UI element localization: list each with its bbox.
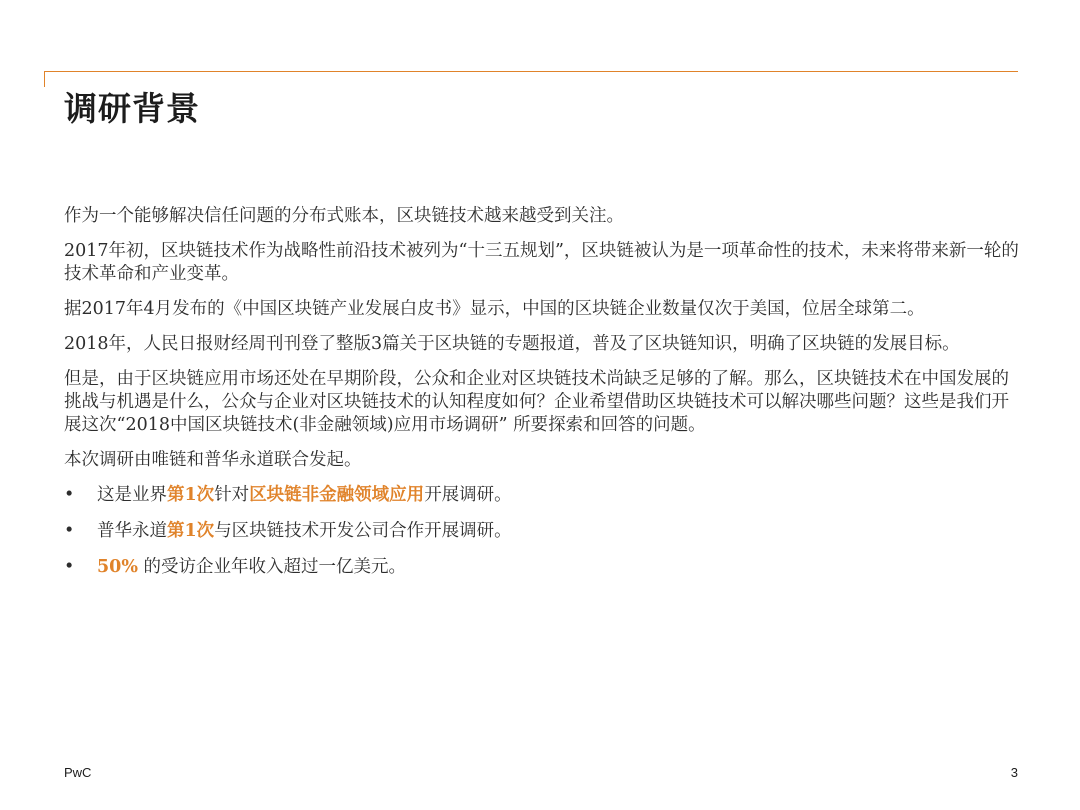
bullet-text xyxy=(97,484,512,507)
paragraph-5: 但是，由于区块链应用市场还处在早期阶段，公众和企业对区块链技术尚缺乏足够的了解。那么，区块链技术在中国发展的挑战与机遇是什么，公众与企业对区块链技术的认知程度如何？企业希望借助区块链技术可以解决哪些问题？这些是我们开展这次“2018中国区块链技术(非金融领域)应用市场调研” 所要探索和回答的问题。 xyxy=(64,369,1009,435)
paragraph-4: 2018年，人民日报财经周刊刊登了整版3篇关于区块链的专题报道，普及了区块链知识，明确了区块链的发展目标。 xyxy=(64,334,960,354)
paragraph-2: 2017年初，区块链技术作为战略性前沿技术被列为“十三五规划”，区块链被认为是一项革命性的技术，未来将带来新一轮的技术革命和产业变革。 xyxy=(64,241,1019,284)
bullet-text-part: 普华永道 xyxy=(97,521,167,541)
bullet-highlight: 区块链非金融领域应用 xyxy=(249,485,425,505)
paragraph-6: 本次调研由唯链和普华永道联合发起。 xyxy=(64,450,362,470)
footer-brand: PwC xyxy=(64,765,92,780)
bullet-text-part: 的受访企业年收入超过一亿美元。 xyxy=(137,557,407,577)
paragraph-3: 据2017年4月发布的《中国区块链产业发展白皮书》显示，中国的区块链企业数量仅次于美国，位居全球第二。 xyxy=(64,299,925,319)
header-rule-tick xyxy=(44,71,45,87)
bullet-marker: • xyxy=(64,521,75,541)
bullet-text-part: 这是业界 xyxy=(97,485,167,505)
bullet-highlight: 第1次 xyxy=(167,521,215,541)
bullet-item-1 xyxy=(64,484,1022,507)
bullet-text xyxy=(97,520,512,543)
page-number: 3 xyxy=(1010,765,1018,780)
paragraph-1: 作为一个能够解决信任问题的分布式账本，区块链技术越来越受到关注。 xyxy=(64,206,624,226)
header-rule xyxy=(44,71,1018,72)
bullet-marker: • xyxy=(64,485,75,505)
bullet-item-3 xyxy=(64,556,1022,579)
slide-title: 调研背景 xyxy=(64,89,200,128)
bullet-highlight: 50% xyxy=(97,557,138,577)
bullet-marker: • xyxy=(64,557,75,577)
bullet-text xyxy=(97,556,406,579)
bullet-text-part: 与区块链技术开发公司合作开展调研。 xyxy=(214,521,512,541)
slide-body xyxy=(64,205,1022,592)
bullet-text-part: 开展调研。 xyxy=(424,485,512,505)
bullet-item-2 xyxy=(64,520,1022,543)
bullet-highlight: 第1次 xyxy=(167,485,215,505)
bullet-text-part: 针对 xyxy=(214,485,250,505)
